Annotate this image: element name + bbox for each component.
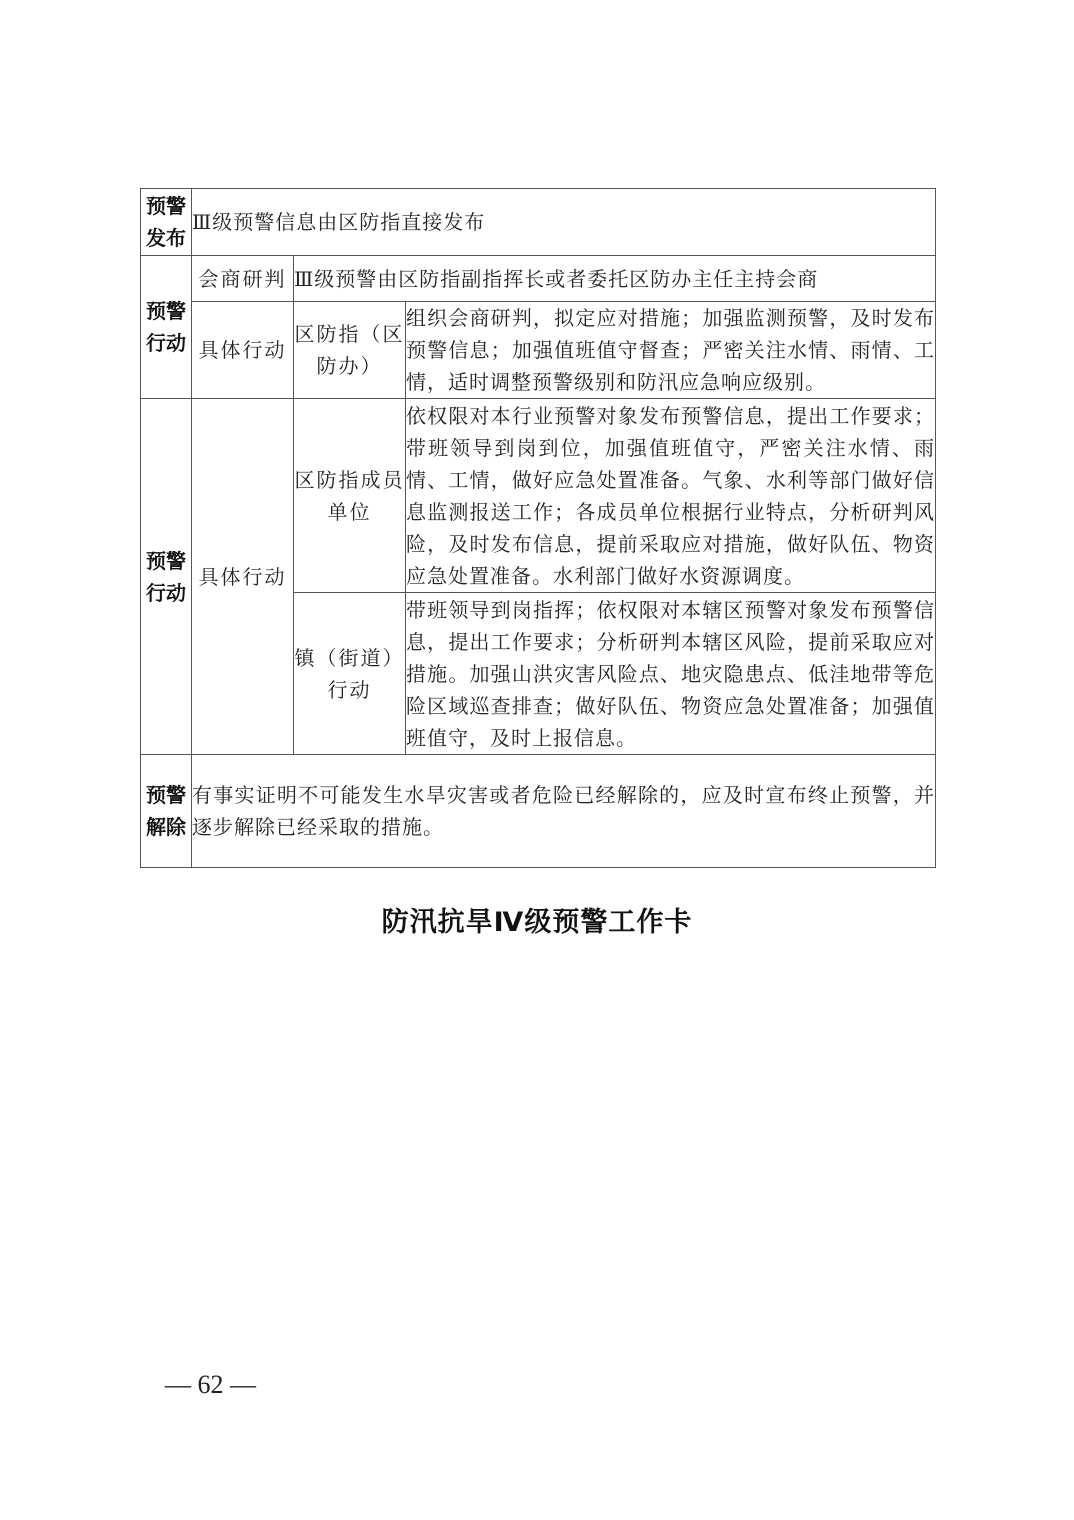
town-street-text: 带班领导到岗指挥；依权限对本辖区预警对象发布预警信息，提出工作要求；分析研判本辖区风险，提前采取应对措施。加强山洪灾害风险点、地灾隐患点、低洼地带等危险区域巡查排查；做好队伍、物资应急处置准备；加强值班值守，及时上报信息。: [406, 593, 936, 755]
row-warning-cancel: [141, 755, 936, 868]
district-command-text: 组织会商研判，拟定应对措施；加强监测预警，及时发布预警信息；加强值班值守督查；严密关注水情、雨情、工情，适时调整预警级别和防汛应急响应级别。: [406, 302, 936, 399]
row-warning-issue: [141, 189, 936, 256]
row-district-action: [141, 302, 936, 399]
page-number: — 62 —: [165, 1370, 256, 1399]
unit-district-command: 区防指（区防办）: [294, 302, 406, 399]
warning-issue-text: Ⅲ级预警信息由区防指直接发布: [192, 189, 936, 256]
member-units-text: 依权限对本行业预警对象发布预警信息，提出工作要求；带班领导到岗到位，加强值班值守，严密关注水情、雨情、工情，做好应急处置准备。气象、水利等部门做好信息监测报送工作；各成员单位根据行业特点，分析研判风险，及时发布信息，提前采取应对措施，做好队伍、物资应急处置准备。水利部门做好水资源调度。: [406, 399, 936, 593]
header-warning-action-2: 预警行动: [141, 399, 192, 755]
specific-action-label-2: 具体行动: [192, 399, 294, 755]
unit-town-street: 镇（街道）行动: [294, 593, 406, 755]
warning-cancel-text: 有事实证明不可能发生水旱灾害或者危险已经解除的，应及时宣布终止预警，并逐步解除已经采取的措施。: [192, 755, 936, 868]
row-consult: [141, 256, 936, 302]
warning-card-table: [140, 188, 936, 868]
header-warning-issue: 预警发布: [141, 189, 192, 256]
consult-label: 会商研判: [192, 256, 294, 302]
row-member-units: [141, 399, 936, 593]
specific-action-label-1: 具体行动: [192, 302, 294, 399]
header-warning-cancel: 预警解除: [141, 755, 192, 868]
section-title: 防汛抗旱Ⅳ级预警工作卡: [381, 907, 693, 938]
consult-text: Ⅲ级预警由区防指副指挥长或者委托区防办主任主持会商: [294, 256, 936, 302]
unit-member-units: 区防指成员单位: [294, 399, 406, 593]
header-warning-action-1: 预警行动: [141, 256, 192, 399]
